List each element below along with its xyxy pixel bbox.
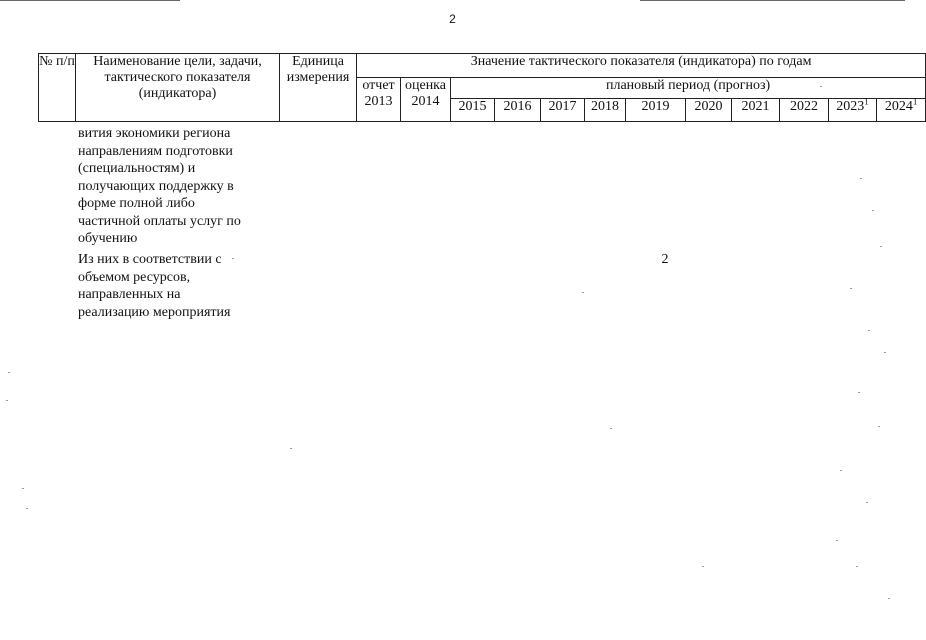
page-number: 2 <box>449 12 456 26</box>
header-year-2022: 2022 <box>780 99 829 122</box>
header-year-2019: 2019 <box>626 99 686 122</box>
indicator-text-subset <box>78 251 248 321</box>
value-2019: 2 <box>661 252 669 267</box>
header-year-2015: 2015 <box>451 99 495 122</box>
header-name: Наименование цели, задачи, тактического показателя (индикатора) <box>76 54 280 122</box>
year-2023-footnote: 1 <box>864 96 869 107</box>
header-year-2017: 2017 <box>541 99 585 122</box>
indicator-text-1: вития экономики региона направлениям подготовки (специальностям) и получающих поддержку в форме полной либо частичной оплаты услуг по обучению <box>78 126 241 246</box>
header-year-2021: 2021 <box>732 99 780 122</box>
indicator-text-continued <box>78 125 248 248</box>
header-year-2024 <box>877 96 926 122</box>
year-2024-label: 2024 <box>884 99 913 114</box>
header-value-title: Значение тактического показателя (индикатора) по годам <box>357 54 926 78</box>
top-rule-left <box>0 0 180 1</box>
header-year-2018: 2018 <box>585 99 626 122</box>
indicator-text-2: Из них в соответствии с объемом ресурсов, направленных на реализацию мероприятия <box>78 252 231 320</box>
header-unit: Единица измерения <box>280 54 357 122</box>
header-num: № п/п <box>39 54 76 122</box>
header-plan-title: плановый период (прогноз) <box>451 78 926 99</box>
year-2024-footnote: 1 <box>912 96 918 107</box>
header-estimate-2014: оценка 2014 <box>401 78 451 122</box>
header-year-2020: 2020 <box>686 99 732 122</box>
header-report-2013: отчет 2013 <box>357 78 401 122</box>
header-year-2023 <box>829 96 877 122</box>
top-rule-right <box>640 0 905 1</box>
year-2023-label: 2023 <box>836 99 865 114</box>
header-year-2016: 2016 <box>495 99 541 122</box>
indicator-table-header <box>38 53 926 122</box>
